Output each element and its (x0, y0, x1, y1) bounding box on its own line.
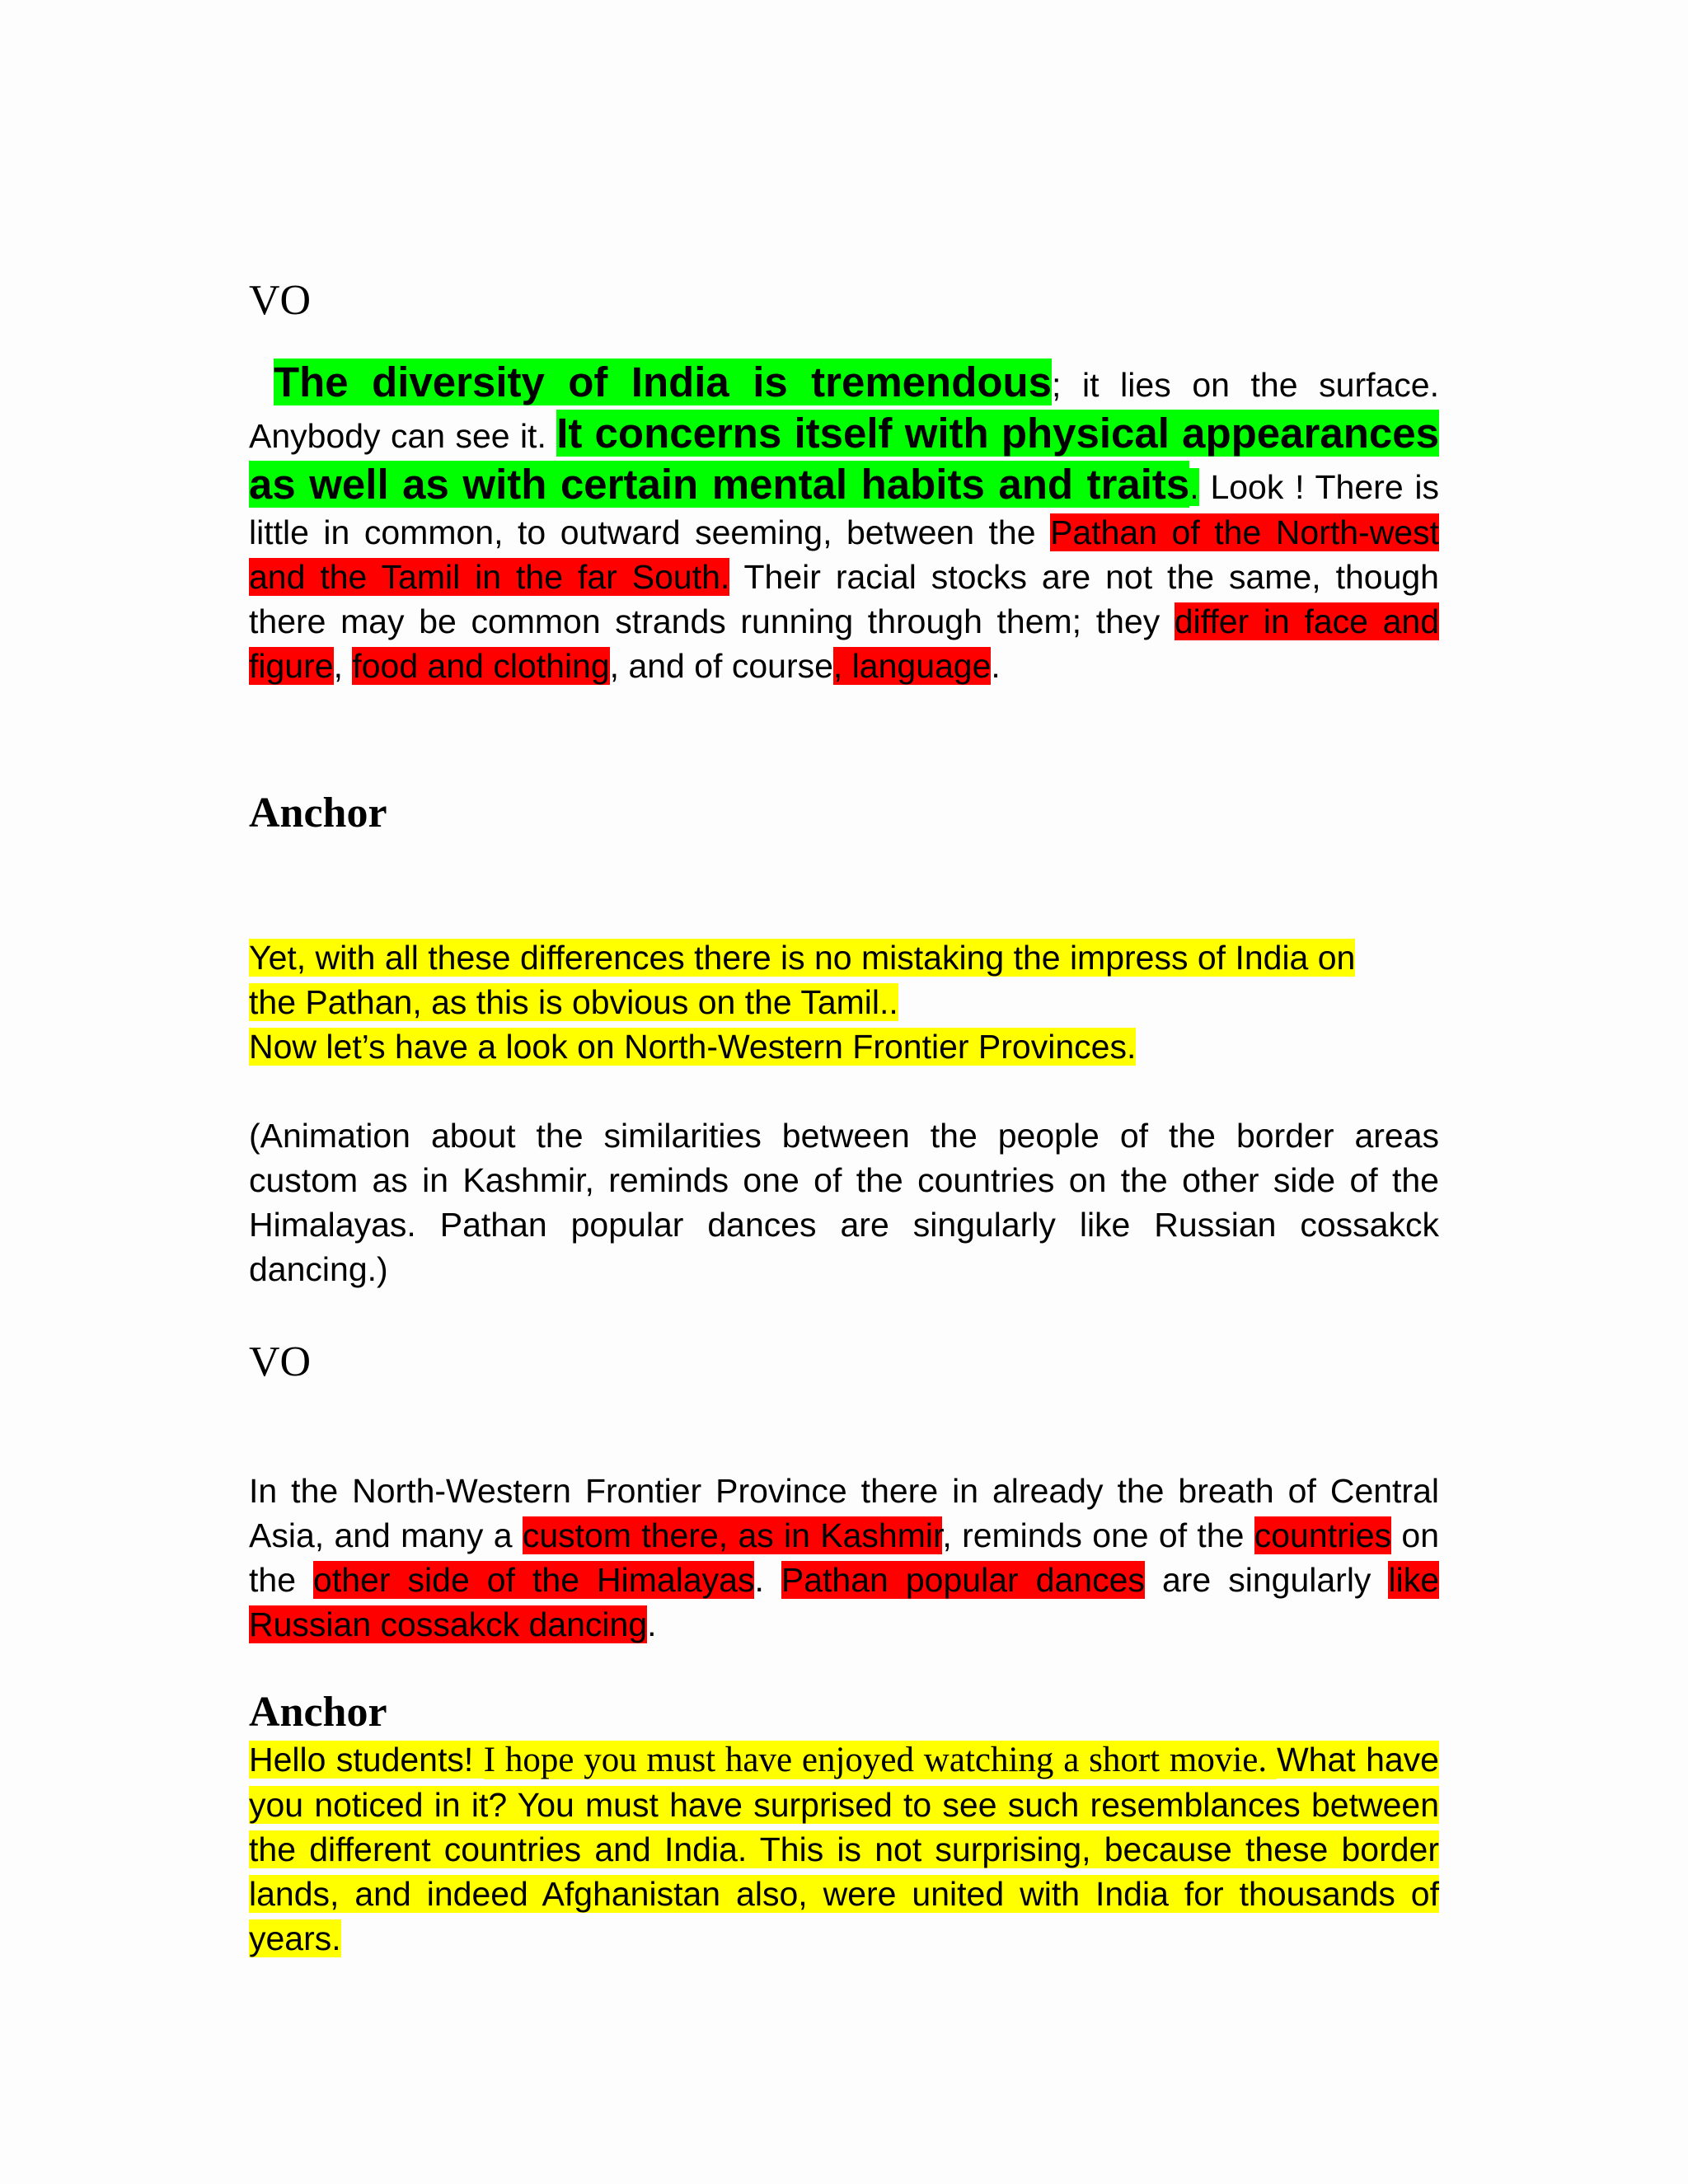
text-span: , reminds one of the (942, 1516, 1254, 1554)
red-highlight-2: differ in face and figure (249, 602, 1439, 685)
red-highlight-5: custom there, as in Kashmir (522, 1516, 943, 1554)
vo-heading: VO (249, 277, 312, 324)
red-highlight-3: food and clothing (352, 647, 610, 685)
text-span: , (333, 647, 353, 685)
anchor-heading: Anchor (249, 790, 387, 837)
green-highlight-3: . (1189, 468, 1199, 506)
anchor-paragraph-1 (249, 935, 1439, 1069)
anchor-text-1 (249, 935, 1386, 1069)
diversity-paragraph (249, 357, 1439, 688)
text-span: . (991, 647, 1001, 685)
yellow-highlight-1: Yet, with all these differences there is no mistaking the impress of India on the Pathan, as this is obvious on the Tamil.. (249, 939, 1356, 1021)
text-span: Their racial stocks are not the same, though there may be common strands running through them; they (249, 558, 1439, 640)
yellow-highlight-5: What have you noticed in it? You must have surprised to see such resemblances between the different countries and India. This is not surprising, because these border lands, and indeed Afghanistan also, were united with India for thousands of years. (249, 1741, 1439, 1957)
yellow-highlight-4: I hope you must have enjoyed watching a short movie. (483, 1741, 1277, 1779)
anchor-text-2 (249, 1737, 1439, 1961)
red-highlight-7: other side of the Himalayas (313, 1561, 755, 1599)
anchor-paragraph-2 (249, 1737, 1439, 1961)
yellow-highlight-3: Hello students! (249, 1741, 484, 1779)
vo-label-2 (249, 1333, 1439, 1391)
text-span: , and of course (609, 647, 833, 685)
text-span: on the (249, 1516, 1440, 1599)
yellow-highlight-2: Now let’s have a look on North-Western Frontier Provinces. (249, 1028, 1137, 1066)
animation-note: (Animation about the similarities between the people of the border areas custom as in Kashmir, reminds one of the countries on the other side of the Himalayas. Pathan popular dances are singularly like Russian cossakck dancing.) (249, 1117, 1439, 1288)
anchor-heading: Anchor (249, 1689, 387, 1736)
vo-paragraph-2 (249, 1469, 1439, 1647)
text-span: Look ! There is little in common, to outward seeming, between the (249, 468, 1439, 551)
text-span: are singularly (1144, 1561, 1389, 1599)
red-highlight-8: Pathan popular dances (781, 1561, 1145, 1599)
red-highlight-4: , language (832, 647, 992, 685)
green-highlight-1: The diversity of India is tremendous (274, 359, 1053, 405)
animation-note-block (249, 1113, 1439, 1291)
green-highlight-2: It concerns itself with physical appearances as well as with certain mental habits and traits (249, 410, 1439, 508)
vo-label-1 (249, 272, 1439, 330)
vo-heading: VO (249, 1338, 312, 1385)
text-span: . (754, 1561, 781, 1599)
anchor-label-2 (249, 1684, 1439, 1741)
red-highlight-6: countries (1254, 1516, 1392, 1554)
text-span: . (647, 1605, 657, 1643)
text-span: In the North-Western Frontier Province there in already the breath of Central Asia, and many a (249, 1472, 1439, 1554)
anchor-label-1 (249, 785, 1439, 842)
red-highlight-1: Pathan of the North-west and the Tamil in the far South. (249, 513, 1439, 596)
frontier-paragraph (249, 1469, 1439, 1647)
vo-paragraph-1 (249, 357, 1439, 688)
red-highlight-9: like Russian cossakck dancing (249, 1561, 1440, 1643)
text-span: ; it lies on the surface. Anybody can see it. (249, 366, 1440, 455)
